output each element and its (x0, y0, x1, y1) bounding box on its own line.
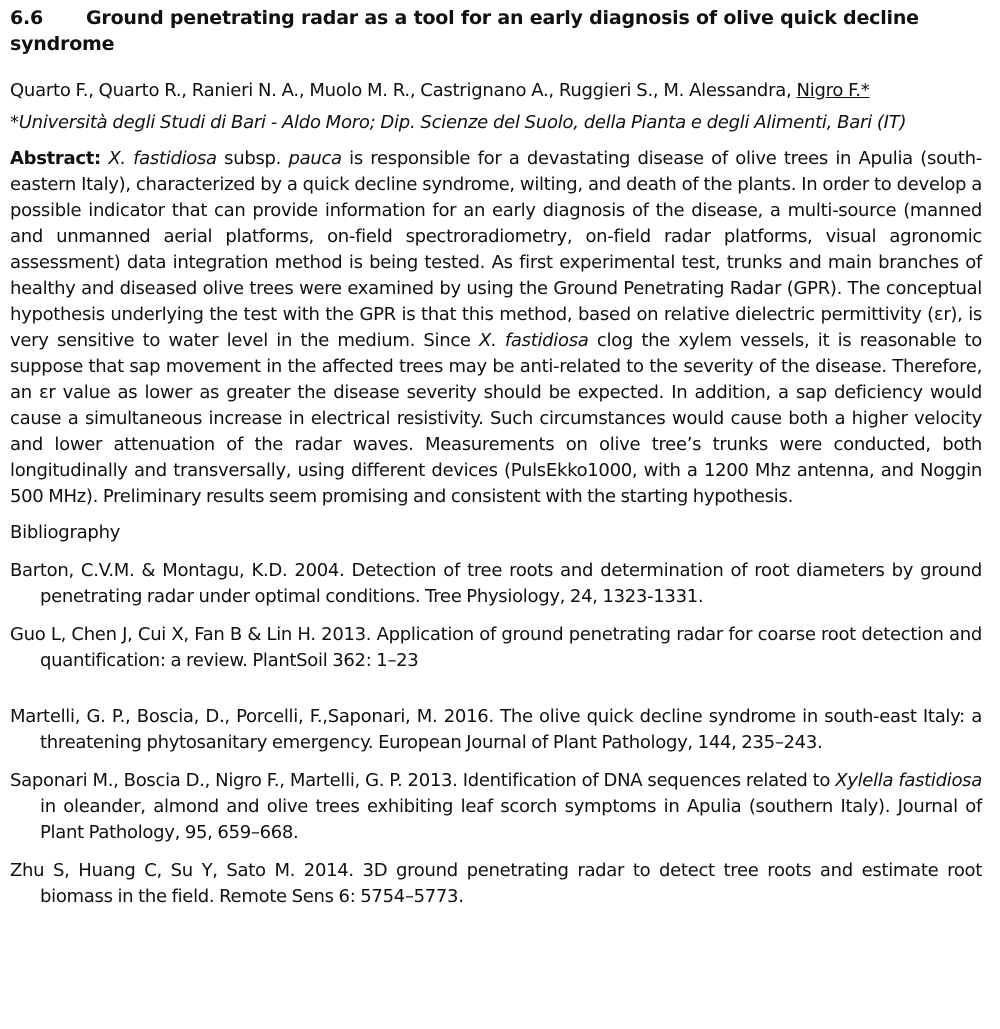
abstract (10, 146, 982, 510)
section-title (10, 5, 982, 57)
reference-item: Barton, C.V.M. & Montagu, K.D. 2004. Detection of tree roots and determination of root diameters by ground penetrating radar under optimal conditions. Tree Physiology, 24, 1323-1331. (10, 560, 982, 607)
abstract-species-1: X. fastidiosa (108, 148, 217, 169)
reference-text-pre: Saponari M., Boscia D., Nigro F., Martelli, G. P. 2013. Identification of DNA sequences related to (10, 770, 836, 791)
section-title-text: Ground penetrating radar as a tool for an early diagnosis of olive quick decline syndrome (10, 7, 919, 55)
abstract-subspecies: pauca (288, 148, 342, 169)
abstract-text-2: is responsible for a devastating disease of olive trees in Apulia (south-eastern Italy), characterized by a quick decline syndrome, wilting, and death of the plants. In order to develop a possible indicator that can provide information for an early diagnosis of the disease, a multi-source (manned and unmanned aerial platforms, on-field spectroradiometry, on-field radar platforms, visual agronomic assessment) data integration method is being tested. As first experimental test, trunks and main branches of healthy and diseased olive trees were examined by using the Ground Penetrating Radar (GPR). The conceptual hypothesis underlying the test with the GPR is that this method, based on relative dielectric permittivity (εr), is very sensitive to water level in the medium. Since (10, 148, 982, 351)
reference-item: Martelli, G. P., Boscia, D., Porcelli, F.,Saponari, M. 2016. The olive quick decline syndrome in south-east Italy: a threatening phytosanitary emergency. European Journal of Plant Pathology, 144, 235–243. (10, 706, 982, 753)
affiliation: *Università degli Studi di Bari - Aldo Moro; Dip. Scienze del Suolo, della Pianta e degli Alimenti, Bari (IT) (10, 112, 907, 133)
bibliography-heading: Bibliography (10, 522, 121, 543)
author-list (10, 78, 982, 104)
abstract-text-1: subsp. (216, 148, 289, 169)
document-page (10, 0, 982, 910)
authors-text: Quarto F., Quarto R., Ranieri N. A., Muolo M. R., Castrignano A., Ruggieri S., M. Alessandra, (10, 80, 797, 101)
abstract-label: Abstract: (10, 148, 101, 169)
reference-text-post: in oleander, almond and olive trees exhibiting leaf scorch symptoms in Apulia (southern Italy). Journal of Plant Pathology, 95, 659–668. (40, 796, 982, 843)
reference-item (10, 768, 982, 846)
abstract-species-2: X. fastidiosa (479, 330, 589, 351)
reference-item: Zhu S, Huang C, Su Y, Sato M. 2014. 3D ground penetrating radar to detect tree roots and estimate root biomass in the field. Remote Sens 6: 5754–5773. (10, 860, 982, 907)
abstract-text-3: clog the xylem vessels, it is reasonable to suppose that sap movement in the affected trees may be anti-related to the severity of the disease. Therefore, an εr value as lower as greater the disease severity should be expected. In addition, a sap deficiency would cause a simultaneous increase in electrical resistivity. Such circumstances would cause both a higher velocity and lower attenuation of the radar waves. Measurements on olive tree’s trunks were conducted, both longitudinally and transversally, using different devices (PulsEkko1000, with a 1200 Mhz antenna, and Noggin 500 MHz). Preliminary results seem promising and consistent with the starting hypothesis. (10, 330, 982, 507)
reference-species: Xylella fastidiosa (835, 770, 982, 791)
section-number: 6.6 (10, 7, 44, 29)
reference-item: Guo L, Chen J, Cui X, Fan B & Lin H. 2013. Application of ground penetrating radar for coarse root detection and quantification: a review. PlantSoil 362: 1–23 (10, 624, 982, 671)
corresponding-author: Nigro F.* (796, 80, 870, 101)
